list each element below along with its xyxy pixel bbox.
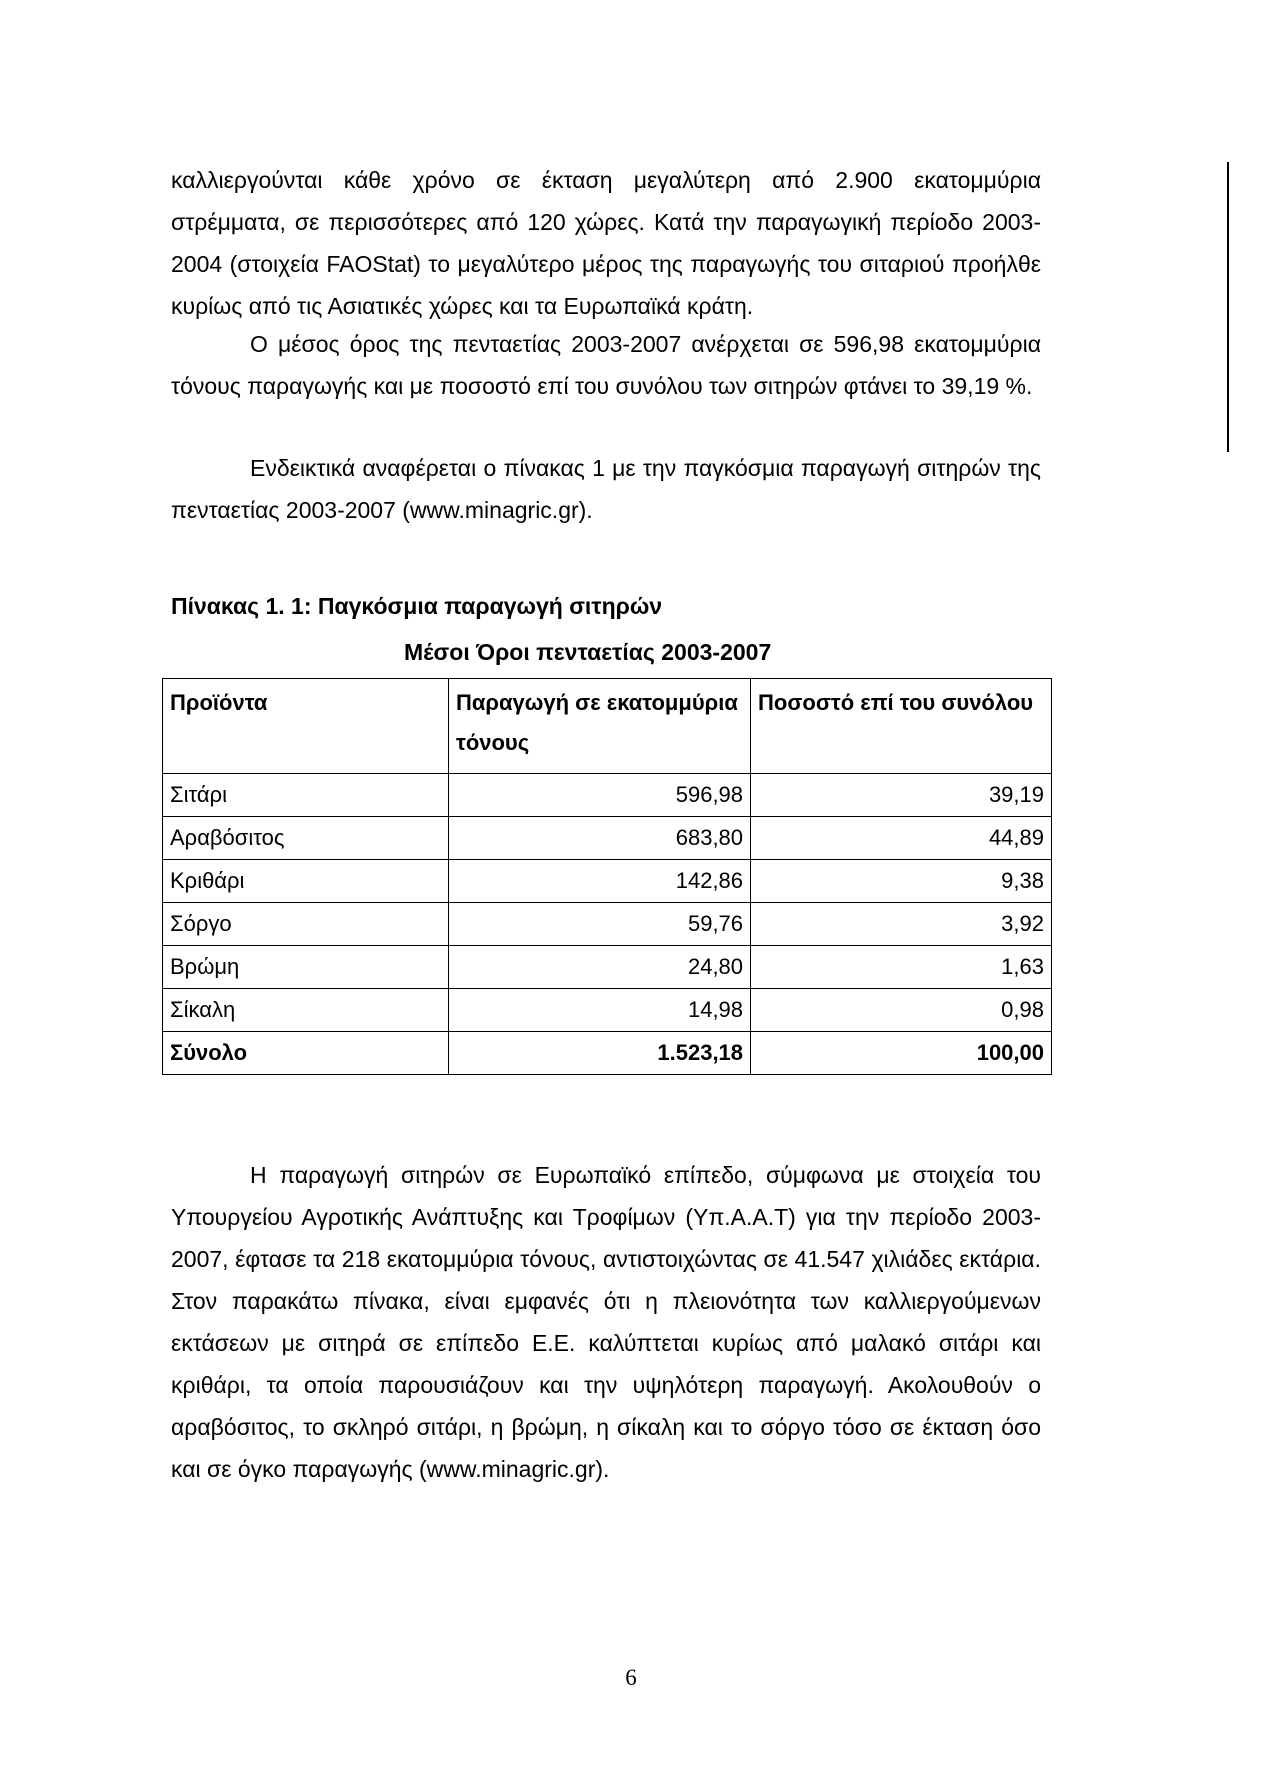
- table-row: [163, 817, 1052, 860]
- table-row: [163, 860, 1052, 903]
- cell-product: Σιτάρι: [163, 774, 449, 817]
- cell-percentage: 9,38: [751, 860, 1052, 903]
- table-total-row: [163, 1032, 1052, 1075]
- production-table: [162, 678, 1052, 1075]
- cell-percentage: 1,63: [751, 946, 1052, 989]
- cell-percentage: 3,92: [751, 903, 1052, 946]
- paragraph-average: Ο μέσος όρος της πενταετίας 2003-2007 ανέρχεται σε 596,98 εκατομμύρια τόνους παραγωγής και με ποσοστό επί του συνόλου των σιτηρών φτάνει το 39,19 %.: [171, 331, 1041, 399]
- header-percentage: Ποσοστό επί του συνόλου: [751, 679, 1052, 774]
- table-header-row: [163, 679, 1052, 774]
- page-number: 6: [625, 1665, 637, 1690]
- cell-production: 59,76: [449, 903, 751, 946]
- table-row: [163, 903, 1052, 946]
- cell-product: Βρώμη: [163, 946, 449, 989]
- cell-total-label: Σύνολο: [163, 1032, 449, 1075]
- cell-product: Κριθάρι: [163, 860, 449, 903]
- cell-percentage: 0,98: [751, 989, 1052, 1032]
- cell-total-percentage: 100,00: [751, 1032, 1052, 1075]
- paragraph-intro: καλλιεργούνται κάθε χρόνο σε έκταση μεγαλύτερη από 2.900 εκατομμύρια στρέμματα, σε περισσότερες από 120 χώρες. Κατά την παραγωγική περίοδο 2003-2004 (στοιχεία FAOStat) το μεγαλύτερο μέρος της παραγωγής του σιταριού προήλθε κυρίως από τις Ασιατικές χώρες και τα Ευρωπαϊκά κράτη.: [171, 167, 1041, 319]
- cell-percentage: 39,19: [751, 774, 1052, 817]
- cell-product: Σίκαλη: [163, 989, 449, 1032]
- header-production: Παραγωγή σε εκατομμύρια τόνους: [449, 679, 751, 774]
- table-title: Πίνακας 1. 1: Παγκόσμια παραγωγή σιτηρών: [171, 593, 663, 619]
- cell-production: 596,98: [449, 774, 751, 817]
- cell-total-production: 1.523,18: [449, 1032, 751, 1075]
- paragraph-table-reference: Ενδεικτικά αναφέρεται ο πίνακας 1 με την παγκόσμια παραγωγή σιτηρών της πενταετίας 2003-2007 (www.minagric.gr).: [171, 455, 1041, 523]
- table-row: [163, 989, 1052, 1032]
- cell-production: 142,86: [449, 860, 751, 903]
- paragraph-european-production: Η παραγωγή σιτηρών σε Ευρωπαϊκό επίπεδο, σύμφωνα με στοιχεία του Υπουργείου Αγροτικής Ανάπτυξης και Τροφίμων (Υπ.Α.Α.Τ) για την περίοδο 2003-2007, έφτασε τα 218 εκατομμύρια τόνους, αντιστοιχώντας σε 41.547 χιλιάδες εκτάρια. Στον παρακάτω πίνακα, είναι εμφανές ότι η πλειονότητα των καλλιεργούμενων εκτάσεων με σιτηρά σε επίπεδο Ε.Ε. καλύπτεται κυρίως από μαλακό σιτάρι και κριθάρι, τα οποία παρουσιάζουν και την υψηλότερη παραγωγή. Ακολουθούν ο αραβόσιτος, το σκληρό σιτάρι, η βρώμη, η σίκαλη και το σόργο τόσο σε έκταση όσο και σε όγκο παραγωγής (www.minagric.gr).: [171, 1162, 1041, 1482]
- cell-production: 14,98: [449, 989, 751, 1032]
- scan-edge-line: [1227, 162, 1229, 452]
- cell-product: Αραβόσιτος: [163, 817, 449, 860]
- table-row: [163, 946, 1052, 989]
- cell-product: Σόργο: [163, 903, 449, 946]
- cell-production: 683,80: [449, 817, 751, 860]
- table-subtitle: Μέσοι Όροι πενταετίας 2003-2007: [404, 639, 772, 665]
- cell-percentage: 44,89: [751, 817, 1052, 860]
- header-product: Προϊόντα: [163, 679, 449, 774]
- cell-production: 24,80: [449, 946, 751, 989]
- table-row: [163, 774, 1052, 817]
